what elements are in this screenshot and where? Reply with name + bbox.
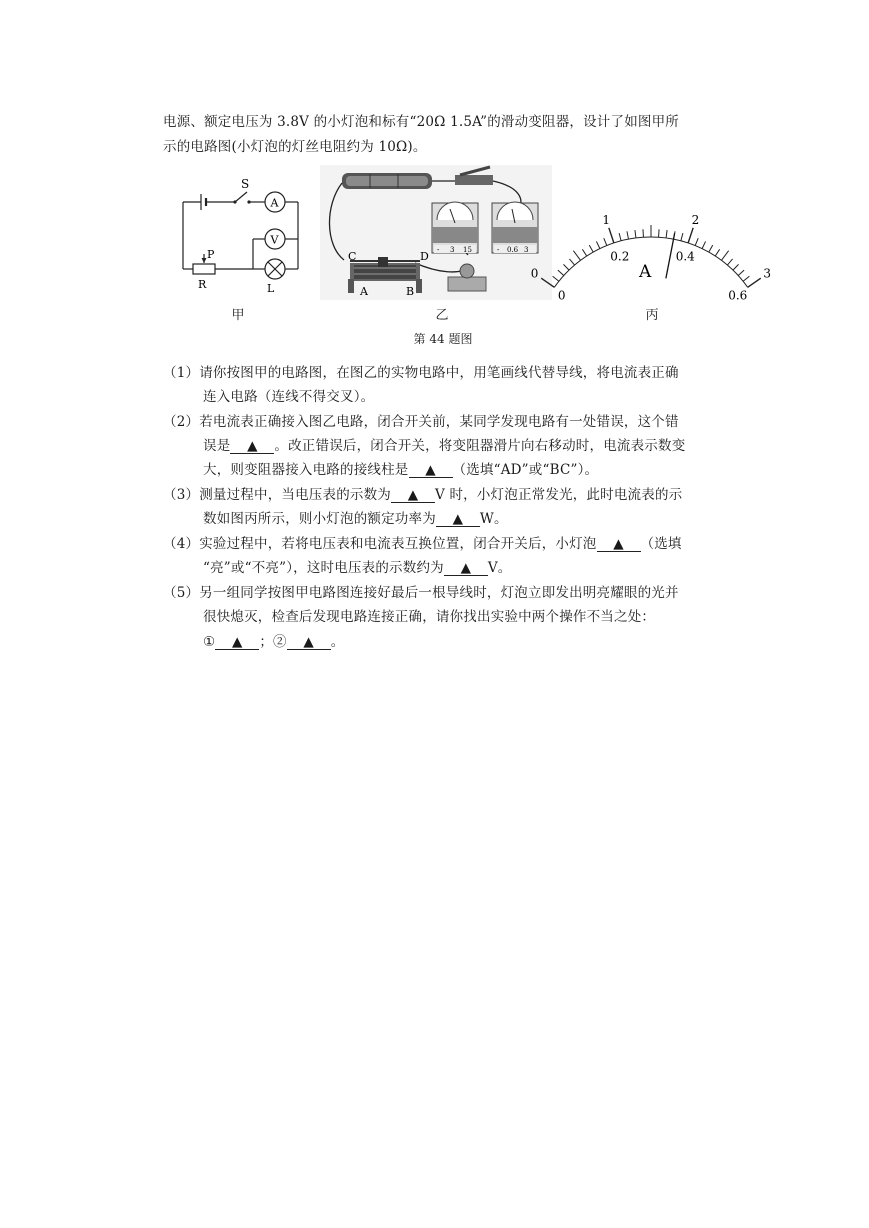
dial-tick [748,278,761,287]
q2-line-2-post: 。改正错误后，闭合开关，将变阻器滑片向右移动时，电流表示数变 [274,438,686,454]
dial-tick [681,233,683,241]
intro-line-1: 电源、额定电压为 3.8V 的小灯泡和标有“20Ω 1.5A”的滑动变阻器，设计了如图甲所 [163,114,680,130]
figure-yi-physical-circuit [320,165,552,300]
dial-tick [609,228,614,243]
q3-line-1-post: V 时，小灯泡正常发光，此时电流表的示 [435,487,683,503]
voltmeter-terminal-15: 15 [463,246,472,254]
label-P: P [207,248,215,261]
q2-line-2 [203,434,685,454]
ammeter-terminal-0-6: 0.6 [507,246,519,254]
q5-line-2: 很快熄灭，检查后发现电路连接正确，请你找出实验中两个操作不当之处： [203,609,656,625]
dial-pointer [666,233,675,278]
q3-line-2-post: W。 [479,511,508,527]
q3-line-2 [203,507,508,527]
q4-line-2-pre: “亮”或“不亮”），这时电压表的示数约为 [203,560,444,576]
ammeter-terminal-3: 3 [524,246,529,254]
dial-tick [709,245,713,252]
dial-tick [627,231,629,239]
q3-blank-2[interactable]: ▲ [436,512,480,527]
dial-tick [569,259,574,265]
dial-tick [695,238,698,245]
dial-unit-label: A [639,262,652,282]
q3-line-1 [163,483,682,503]
dial-tick [573,251,580,261]
q1-line-1: （1）请你按图甲的电路图，在图乙的实物电路中，用笔画线代替导线，将电流表正确 [163,365,679,381]
label-R: R [198,278,207,291]
dial-bottom-label: 0.6 [728,288,748,303]
q5-line-3 [203,630,344,650]
dial-top-label: 3 [763,266,771,281]
figure-jia-circuit [175,172,305,295]
q4-line-1-pre: （4）实验过程中，若将电压表和电流表互换位置，闭合开关后，小灯泡 [163,536,597,552]
q4-line-2-post: V。 [487,560,512,576]
dial-bottom-label: 0.2 [610,249,630,264]
label-voltmeter-V: V [270,233,279,247]
q2-blank-2[interactable]: ▲ [409,463,453,478]
label-L: L [267,282,275,295]
knife-switch [455,175,493,185]
voltmeter-terminal-neg: - [437,246,440,254]
dial-tick [733,264,739,270]
dial-tick [596,241,599,248]
figure-main-caption: 第 44 题图 [413,332,473,346]
dial-tick [558,270,564,275]
q2-line-1: （2）若电流表正确接入图乙电路，闭合开关前，某同学发现电路有一处错误，这个错 [163,414,679,430]
q3-line-2-pre: 数如图丙所示，则小灯泡的额定功率为 [203,511,436,527]
dial-tick [635,230,636,238]
dial-tick [721,251,728,261]
q2-line-3-post: （选填“AD”或“BC”）。 [452,462,599,478]
dial-tick [738,270,744,275]
dial-top-label: 1 [602,213,610,228]
dial-tick [666,230,667,238]
q2-blank-1[interactable]: ▲ [230,439,274,454]
dial-tick [589,245,593,252]
q5-circle-1: ① [203,634,216,650]
q4-blank-1[interactable]: ▲ [597,537,641,552]
q2-line-3-pre: 大，则变阻器接入电路的接线柱是 [203,462,409,478]
q4-line-1 [163,532,682,552]
dial-tick [643,229,644,237]
dial-tick [619,233,621,241]
q4-blank-2[interactable]: ▲ [444,561,488,576]
rheostat-symbol [193,264,215,274]
dial-bottom-label: 0.4 [675,249,695,264]
dial-tick [743,276,749,281]
label-C: C [348,250,357,263]
dial-bottom-label: 0 [557,288,566,303]
switch-blade [235,192,247,202]
dial-tick [563,264,569,270]
label-D: D [420,250,429,263]
label-S: S [241,177,250,191]
voltmeter-terminal-3: 3 [450,246,455,254]
dial-tick [604,238,607,245]
q4-line-2 [203,556,512,576]
label-B-terminal: B [406,285,415,298]
dial-top-label: 2 [691,213,700,228]
q1-line-2: 连入电路（连线不得交叉）。 [203,389,375,405]
q2-line-2-pre: 误是 [203,438,231,454]
dial-tick [727,259,732,265]
dial-tick [659,229,660,237]
dial-tick [715,249,719,256]
q5-end: 。 [330,634,345,650]
q4-line-1-post: （选填 [640,536,682,552]
caption-yi: 乙 [435,308,449,323]
q3-blank-1[interactable]: ▲ [391,488,435,503]
q5-blank-1[interactable]: ▲ [215,635,259,650]
label-A-terminal: A [360,285,368,298]
q5-line-1: （5）另一组同学按图甲电路图连接好最后一根导线时，灯泡立即发出明亮耀眼的光并 [163,585,679,601]
caption-bing: 丙 [645,308,659,323]
dial-tick [688,228,693,243]
dial-tick [582,249,586,256]
q2-line-3 [203,458,598,478]
intro-line-2: 示的电路图(小灯泡的灯丝电阻约为 10Ω)。 [163,139,427,155]
caption-jia: 甲 [231,308,245,323]
dial-tick [553,276,559,281]
lamp-holder [448,277,486,291]
label-ammeter-A: A [270,196,279,210]
ammeter-terminal-neg: - [497,246,500,254]
q3-line-1-pre: （3）测量过程中，当电压表的示数为 [163,487,391,503]
q5-blank-2[interactable]: ▲ [287,635,331,650]
figure-bing-ammeter-scale [530,185,771,303]
dial-tick [702,241,705,248]
dial-top-label: 0 [530,266,539,281]
q5-separator: ；② [259,634,287,650]
